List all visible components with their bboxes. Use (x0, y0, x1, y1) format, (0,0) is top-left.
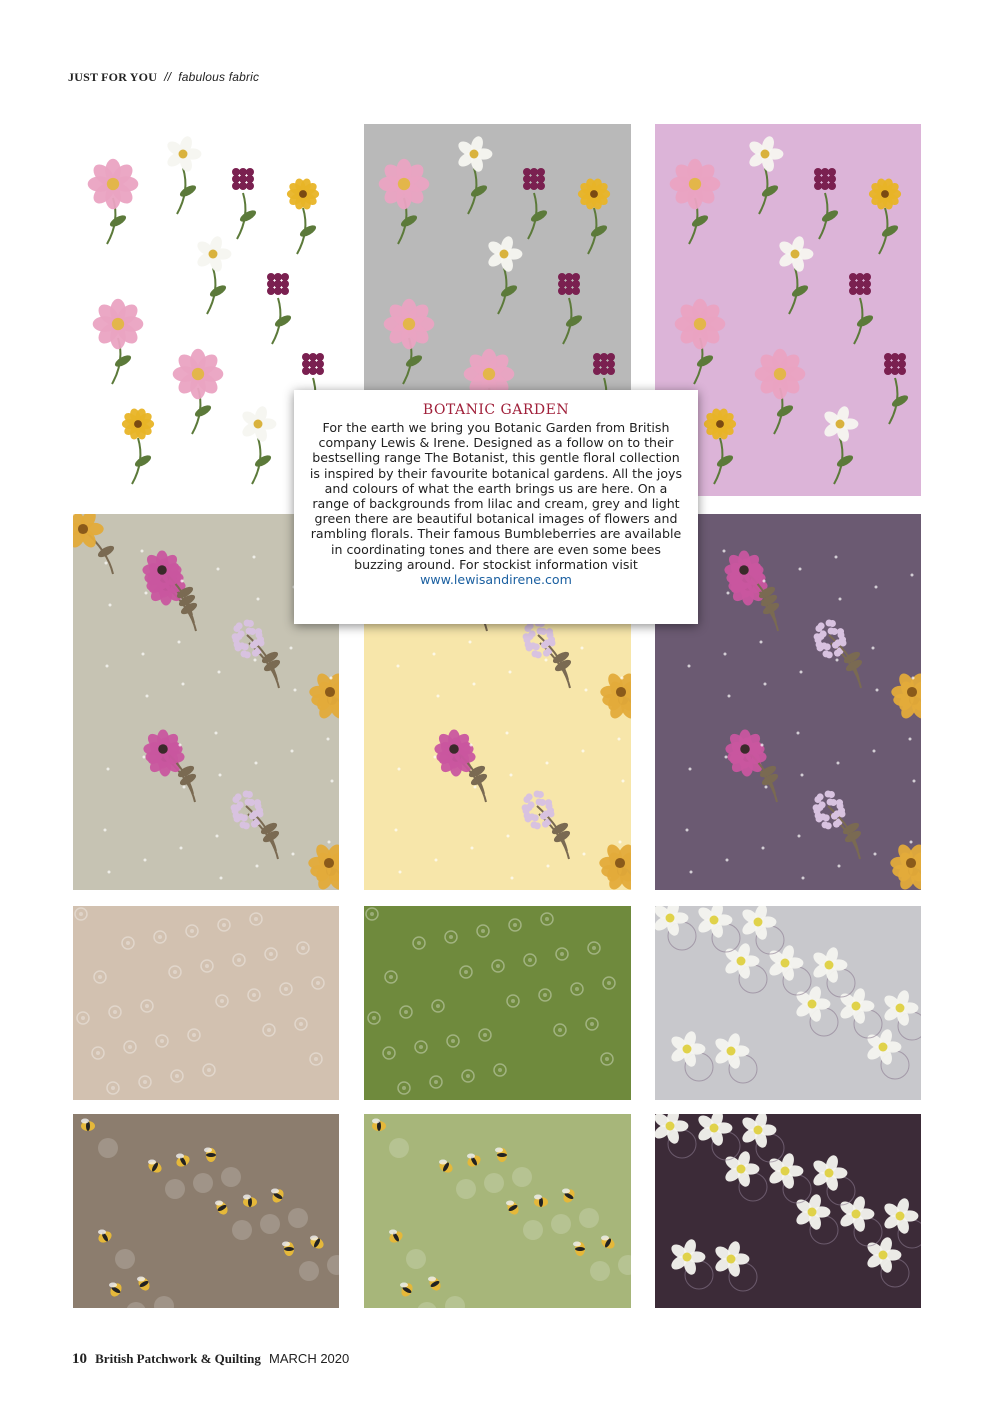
header-separator: // (164, 70, 172, 84)
fabric-swatch-green-bees (364, 1114, 631, 1308)
article-textbox (294, 390, 698, 624)
seed-head-pattern-green (364, 906, 631, 1100)
section-kicker: JUST FOR YOU (68, 70, 158, 84)
article-body (308, 420, 684, 587)
fabric-swatch-brown-bees (73, 1114, 339, 1308)
article-body-text: For the earth we bring you Botanic Garden from British company Lewis & Irene. Designed as a follow on to their bestselling range The Botanist, this gentle floral collection is inspired by their favourite botanical gardens. All the joys and colours of what the earth brings us are here. On a range of backgrounds from lilac and cream, grey and light green there are beautiful botanical images of flowers and rambling florals. Their famous Bumbleberries are available in coordinating tones and there are even some bees buzzing around. For stockist information visit (309, 420, 683, 572)
fabric-swatch-grey-blossoms (655, 906, 921, 1100)
fabric-swatch-aubergine-blossoms (655, 1114, 921, 1308)
magazine-name: British Patchwork & Quilting (95, 1351, 261, 1366)
page-number: 10 (72, 1351, 87, 1367)
stockist-link[interactable]: www.lewisandirene.com (420, 572, 572, 588)
running-header (68, 70, 259, 85)
page-footer (72, 1351, 349, 1368)
fabric-swatch-taupe-seedheads (73, 906, 339, 1100)
seed-head-pattern-taupe (73, 906, 339, 1100)
article-title: BOTANIC GARDEN (422, 402, 570, 418)
blossom-pattern-grey (655, 906, 921, 1100)
section-subtitle: fabulous fabric (178, 70, 260, 84)
issue-date: MARCH 2020 (269, 1351, 350, 1366)
blossom-pattern-aubergine (655, 1114, 921, 1308)
fabric-swatch-green-seedheads (364, 906, 631, 1100)
bumblebee-pattern-green (364, 1114, 631, 1308)
bumblebee-pattern-brown (73, 1114, 339, 1308)
